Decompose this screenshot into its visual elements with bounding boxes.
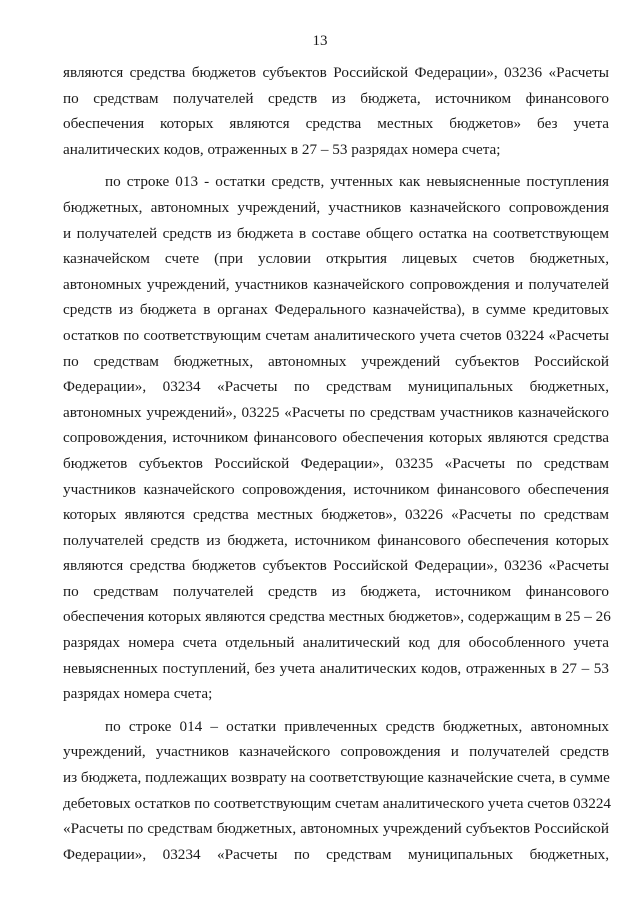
- document-body: [63, 60, 612, 874]
- page-number: 13: [312, 33, 328, 49]
- text-line: разрядах номера счета;: [63, 685, 213, 703]
- text-line: средств из бюджета в органах Федерального казначейства), в сумме кредитовых: [63, 301, 609, 319]
- text-line: обеспечения которых являются средства местных бюджетов», содержащим в 25 – 26: [63, 608, 611, 626]
- text-line: автономных учреждений, участников казначейского сопровождения и получателей: [63, 275, 609, 293]
- text-line: бюджетов субъектов Российской Федерации», 03235 «Расчеты по средствам: [63, 454, 609, 472]
- text-line: по средствам получателей средств из бюджета, источником финансового: [63, 582, 609, 600]
- paragraph-2: [63, 169, 609, 706]
- text-line: по строке 014 – остатки привлеченных средств бюджетных, автономных: [105, 717, 609, 735]
- text-line: из бюджета, подлежащих возврату на соответствующие казначейские счета, в сумме: [63, 769, 610, 787]
- text-line: которых являются средства местных бюджетов», 03226 «Расчеты по средствам: [63, 506, 609, 524]
- text-line: сопровождения, источником финансового обеспечения которых являются средства: [63, 429, 609, 447]
- text-line: обеспечения которых являются средства местных бюджетов» без учета: [63, 115, 609, 133]
- text-line: аналитических кодов, отраженных в 27 – 53 разрядах номера счета;: [63, 140, 501, 158]
- text-line: дебетовых остатков по соответствующим счетам аналитического учета счетов 03224: [63, 794, 612, 812]
- text-line: по средствам получателей средств из бюджета, источником финансового: [63, 89, 609, 107]
- text-line: участников казначейского сопровождения, источником финансового обеспечения: [63, 480, 609, 498]
- text-line: Федерации», 03234 «Расчеты по средствам муниципальных бюджетных,: [63, 845, 609, 863]
- text-line: Федерации», 03234 «Расчеты по средствам муниципальных бюджетных,: [63, 378, 609, 396]
- text-line: казначейском счете (при условии открытия лицевых счетов бюджетных,: [63, 250, 609, 268]
- text-line: учреждений, участников казначейского сопровождения и получателей средств: [63, 743, 609, 761]
- paragraph-3: [63, 714, 612, 868]
- text-line: остатков по соответствующим счетам аналитического учета счетов 03224 «Расчеты: [63, 326, 609, 344]
- text-line: по средствам бюджетных, автономных учреждений субъектов Российской: [63, 352, 609, 370]
- text-line: разрядах номера счета отдельный аналитический код для обособленного учета: [63, 634, 609, 652]
- text-line: автономных учреждений», 03225 «Расчеты по средствам участников казначейского: [63, 403, 609, 421]
- text-line: являются средства бюджетов субъектов Российской Федерации», 03236 «Расчеты: [63, 557, 609, 575]
- text-line: получателей средств из бюджета, источником финансового обеспечения которых: [63, 531, 609, 549]
- text-line: невыясненных поступлений, без учета аналитических кодов, отраженных в 27 – 53: [63, 659, 609, 677]
- text-line: по строке 013 - остатки средств, учтенных как невыясненные поступления: [105, 173, 609, 191]
- text-line: и получателей средств из бюджета в составе общего остатка на соответствующем: [63, 224, 609, 242]
- paragraph-1: [63, 60, 609, 162]
- text-line: являются средства бюджетов субъектов Российской Федерации», 03236 «Расчеты: [63, 64, 609, 81]
- text-line: бюджетных, автономных учреждений, участников казначейского сопровождения: [63, 198, 609, 216]
- text-line: «Расчеты по средствам бюджетных, автономных учреждений субъектов Российской: [63, 820, 609, 838]
